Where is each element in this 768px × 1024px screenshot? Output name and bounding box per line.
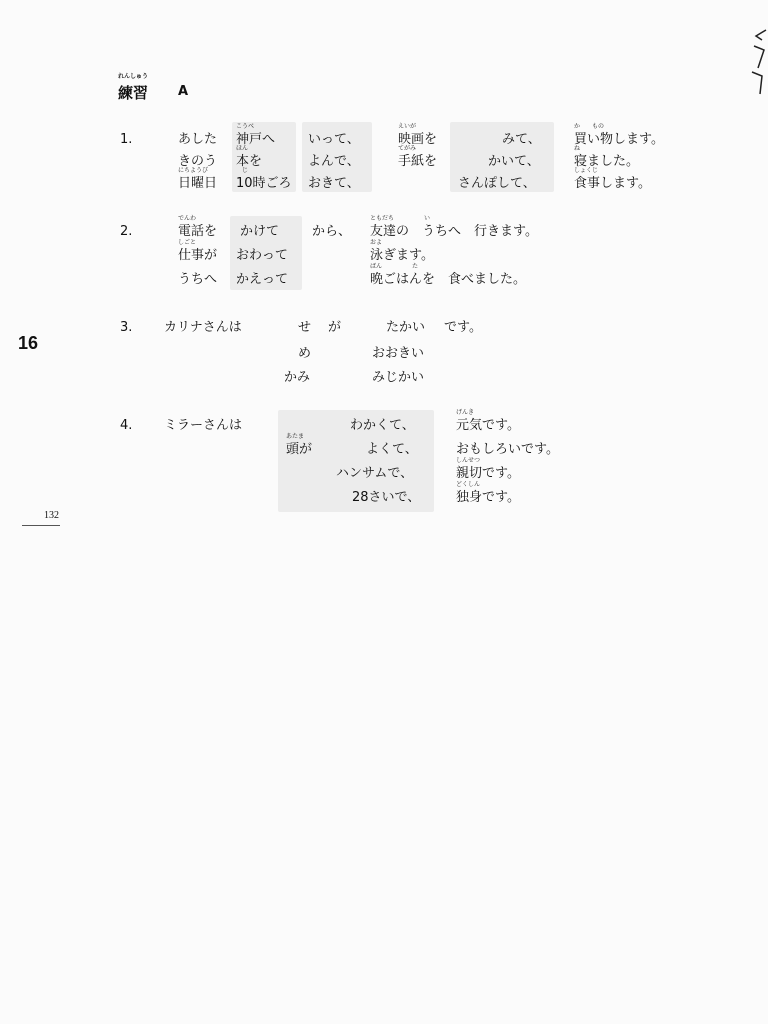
exercise-number: 1. <box>120 132 133 147</box>
ex3-r1-a: せ <box>298 320 312 335</box>
ex3-r1-c: たかい <box>386 320 426 335</box>
ex3-r1-d: です。 <box>444 320 482 335</box>
ex1-r2-f: ね 寝ました。 <box>574 145 640 169</box>
ex2-r1-d: ともだち い 友達の うちへ 行きます。 <box>370 215 538 239</box>
ex2-r2-b: おわって <box>236 248 288 263</box>
ex2-r1-b: かけて <box>240 224 280 239</box>
exercise-heading <box>118 73 149 103</box>
exercise-number: 3. <box>120 320 133 335</box>
ex4-r2-a: あたま 頭が <box>286 433 313 457</box>
page-number-rule <box>22 525 60 526</box>
ex4-r3-b: ハンサムで、 <box>336 466 414 481</box>
ex2-r2-d: およ 泳ぎます。 <box>370 239 434 263</box>
ex2-r2-a: しごと 仕事が <box>178 239 218 263</box>
ex1-r1-a: あした <box>178 132 218 147</box>
scan-edge-mark <box>748 28 768 98</box>
ex1-r1-f: か もの 買い物します。 <box>574 123 664 147</box>
heading-title: れんしゅう 練習 <box>118 73 149 102</box>
ex1-r3-f: しょくじ 食事します。 <box>574 167 651 191</box>
exercise-number: 4. <box>120 418 133 433</box>
ex4-r2-b: よくて、 <box>366 442 418 457</box>
ex1-r2-a: きのう <box>178 154 218 169</box>
ex1-r2-d: てがみ 手紙を <box>398 145 438 169</box>
ex3-r2-a: め <box>298 346 312 361</box>
ex4-r3-c: しんせつ 親切です。 <box>456 457 520 481</box>
ex1-r1-e: みて、 <box>502 132 541 147</box>
ex3-subject: カリナさんは <box>164 320 242 335</box>
section-label: A <box>178 84 189 99</box>
ex4-r4-b: 28さいで、 <box>352 490 421 505</box>
ex1-r1-d: えいが 映画を <box>398 123 438 147</box>
ex2-r3-b: かえって <box>236 272 289 287</box>
ex2-r3-d: ばん た 晩ごはんを 食べました。 <box>370 263 527 287</box>
ex1-r1-b: こうべ 神戸へ <box>236 123 276 147</box>
ex4-r1-b: わかくて、 <box>350 418 415 433</box>
ex1-r2-e: かいて、 <box>488 154 540 169</box>
exercise-number: 2. <box>120 224 133 239</box>
page-number: 132 <box>44 510 59 521</box>
ex2-r1-c: から、 <box>312 224 352 239</box>
ex4-r1-c: げんき 元気です。 <box>456 409 520 433</box>
heading-furigana: れんしゅう <box>118 73 149 80</box>
ex4-r4-c: どくしん 独身です。 <box>456 481 520 505</box>
ex3-r3-c: みじかい <box>372 370 425 385</box>
ex3-r3-a: かみ <box>284 370 311 385</box>
ex1-r3-b: じ 10時ごろ <box>236 167 292 191</box>
ex3-r1-b: が <box>328 320 342 335</box>
ex4-subject: ミラーさんは <box>164 418 243 433</box>
ex1-r2-c: よんで、 <box>308 154 360 169</box>
ex1-r1-c: いって、 <box>308 132 360 147</box>
ex3-r2-c: おおきい <box>372 346 425 361</box>
ex1-r3-a: にちようび 日曜日 <box>178 167 218 191</box>
ex4-r2-c: おもしろいです。 <box>456 442 559 457</box>
ex1-r2-b: ほん 本を <box>236 145 263 169</box>
ex2-r3-a: うちへ <box>178 272 218 287</box>
ex1-r3-e: さんぽして、 <box>458 176 536 191</box>
ex1-r3-c: おきて、 <box>308 176 360 191</box>
ex2-r1-a: でんわ 電話を <box>178 215 218 239</box>
chapter-number: 16 <box>18 333 39 353</box>
